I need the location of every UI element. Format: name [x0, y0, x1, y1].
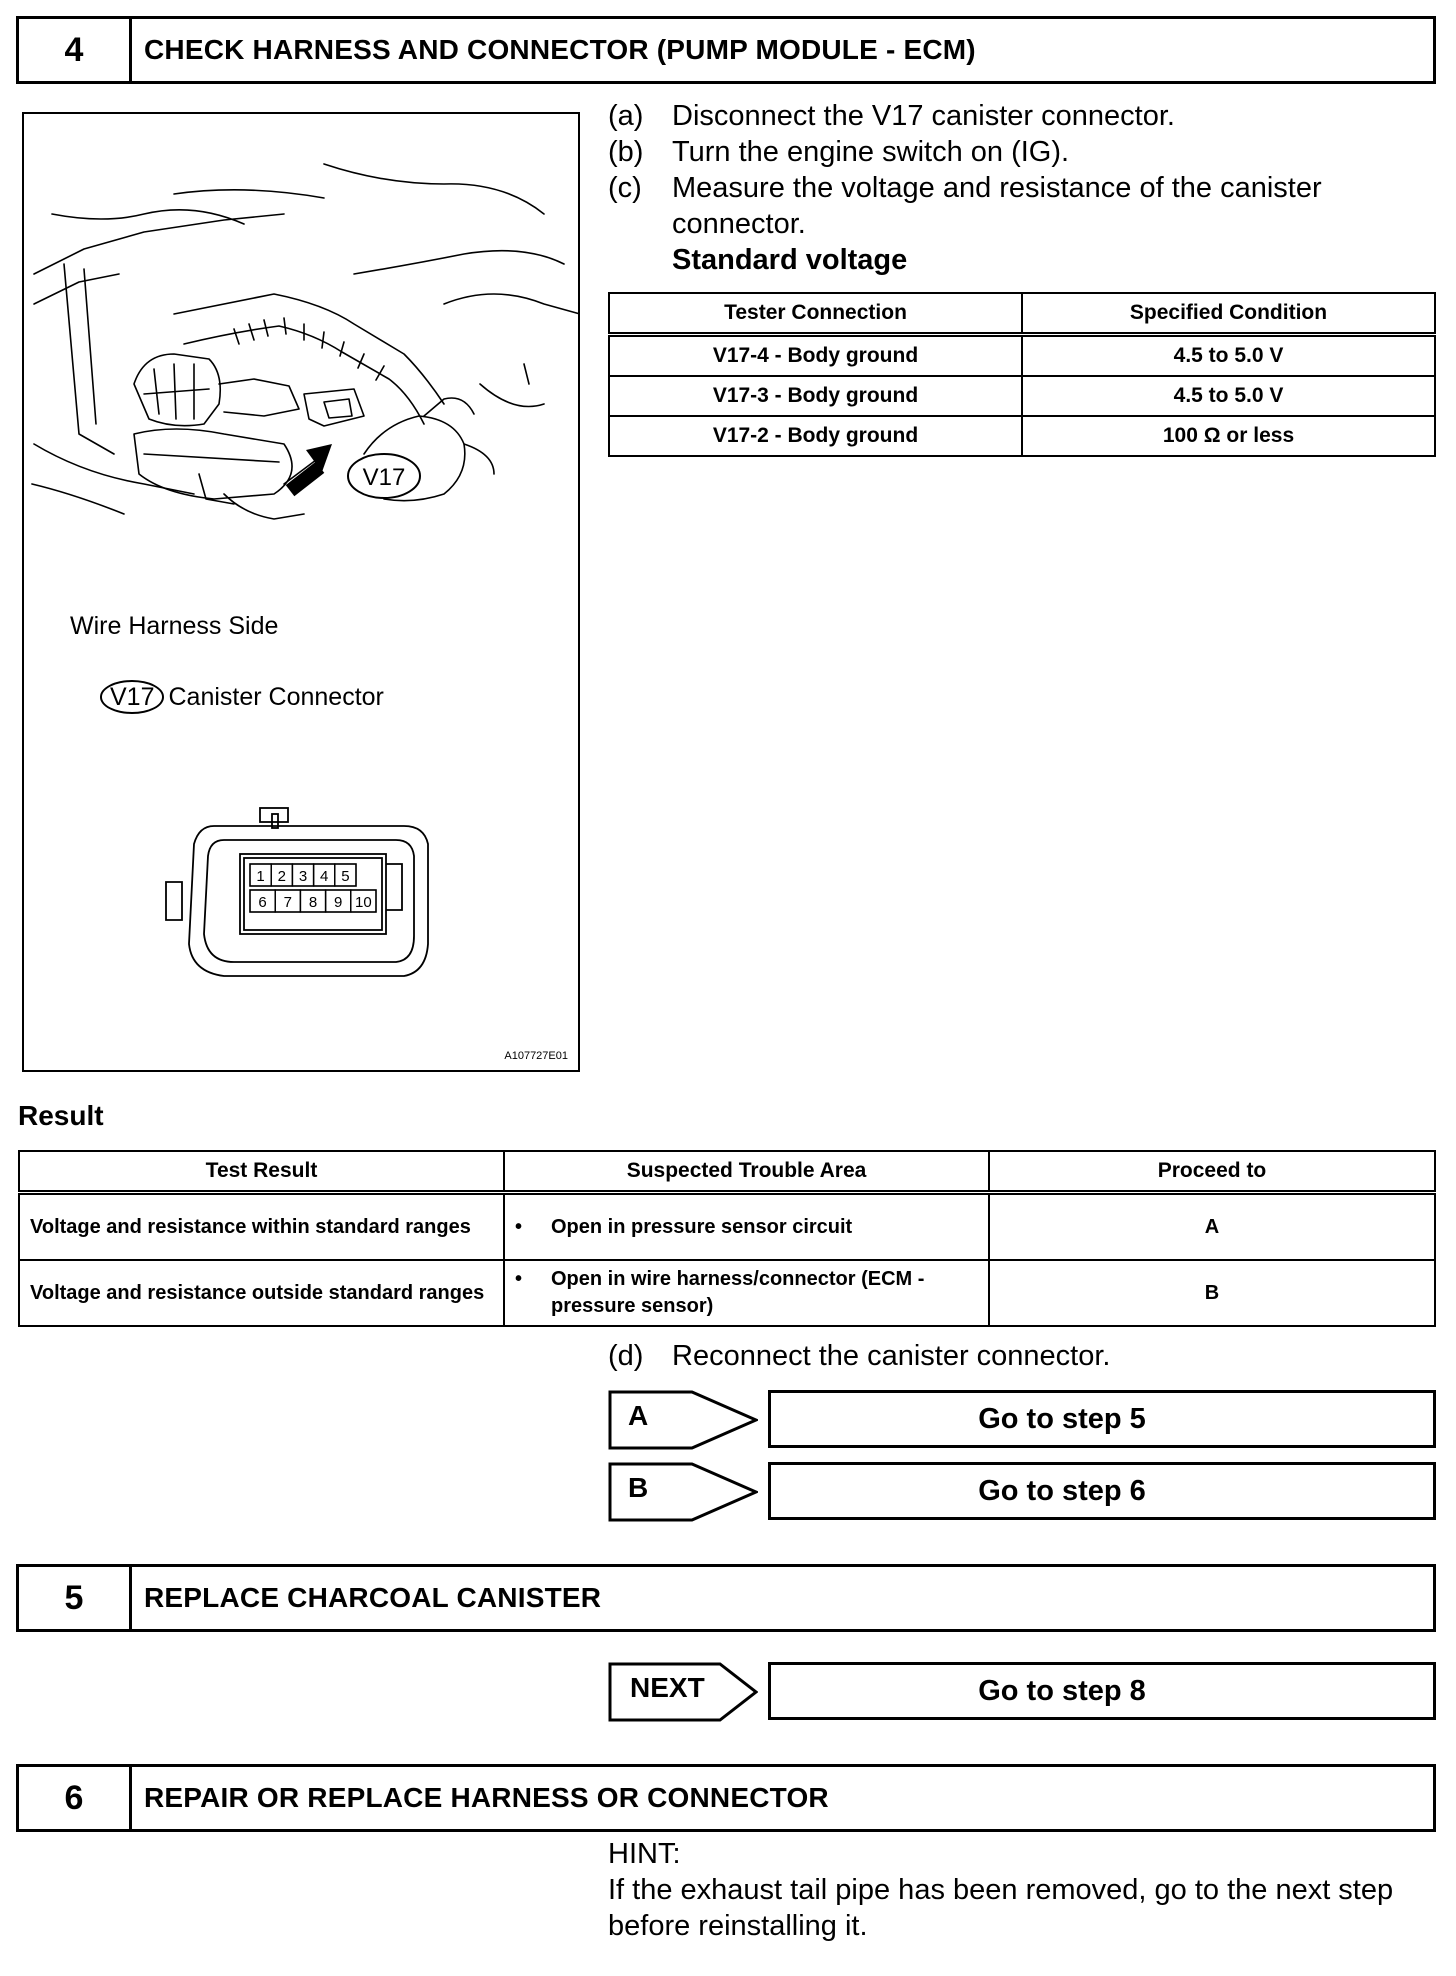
result-table: [18, 1150, 1436, 1327]
goto-b-row[interactable]: [608, 1462, 1438, 1524]
pin-number: 9: [334, 894, 343, 911]
trouble-area-cell: • Open in wire harness/connector (ECM - pressure sensor): [504, 1260, 989, 1326]
column-header: Specified Condition: [1022, 293, 1435, 335]
proceed-cell: B: [989, 1260, 1435, 1326]
connector-pinout-diagram: [24, 804, 580, 1004]
column-header: Suspected Trouble Area: [504, 1151, 989, 1193]
column-header: Test Result: [19, 1151, 504, 1193]
table-header-row: [19, 1151, 1435, 1193]
instruction-list: [608, 98, 1428, 278]
table-row: [609, 335, 1435, 377]
pin-number: 4: [320, 868, 329, 885]
connector-label: Canister Connector: [168, 683, 384, 711]
engine-illustration: [24, 154, 580, 574]
pin-number: 2: [277, 868, 286, 885]
goto-step-6-button[interactable]: Go to step 6: [768, 1462, 1436, 1520]
connector-id-badge: V17: [100, 680, 164, 714]
table-header-row: [609, 293, 1435, 335]
step-title: REPAIR OR REPLACE HARNESS OR CONNECTOR: [144, 1782, 829, 1813]
standard-voltage-table: [608, 292, 1436, 457]
pin-number: 5: [341, 868, 350, 885]
table-cell: 4.5 to 5.0 V: [1022, 376, 1435, 416]
hint-block: [608, 1836, 1438, 1944]
step-6-header: [16, 1764, 1436, 1832]
table-row: [609, 416, 1435, 456]
column-header: Tester Connection: [609, 293, 1022, 335]
table-cell: 100 Ω or less: [1022, 416, 1435, 456]
step-5-header: [16, 1564, 1436, 1632]
table-row: [19, 1260, 1435, 1326]
step-number: 5: [19, 1567, 132, 1629]
standard-voltage-heading-row: [608, 242, 1428, 278]
pin-number: 10: [355, 894, 372, 911]
standard-voltage-heading: Standard voltage: [672, 244, 908, 276]
step-4-header: [16, 16, 1436, 84]
instruction-b: (b) Turn the engine switch on (IG).: [608, 136, 1070, 168]
table-cell: V17-3 - Body ground: [609, 376, 1022, 416]
pin-number: 7: [283, 894, 292, 911]
instruction-d: (d) Reconnect the canister connector.: [608, 1340, 1111, 1372]
instruction-a: (a) Disconnect the V17 canister connector.: [608, 100, 1175, 132]
step-number: 6: [19, 1767, 132, 1829]
connector-figure: [22, 112, 580, 1072]
goto-step-5-button[interactable]: Go to step 5: [768, 1390, 1436, 1448]
table-cell: V17-2 - Body ground: [609, 416, 1022, 456]
pin-number: 1: [256, 868, 265, 885]
test-result-cell: Voltage and resistance within standard ranges: [19, 1193, 504, 1261]
step-title: REPLACE CHARCOAL CANISTER: [144, 1582, 602, 1613]
next-row[interactable]: [608, 1662, 1438, 1724]
test-result-cell: Voltage and resistance outside standard ranges: [19, 1260, 504, 1326]
result-heading: Result: [18, 1100, 104, 1131]
hint-text: If the exhaust tail pipe has been removed, go to the next step before reinstalling it.: [608, 1874, 1394, 1942]
pin-number: 6: [258, 894, 267, 911]
trouble-area-cell: • Open in pressure sensor circuit: [504, 1193, 989, 1261]
goto-tag: B: [628, 1472, 649, 1503]
goto-a-row[interactable]: [608, 1390, 1438, 1452]
figure-code: A107727E01: [504, 1050, 568, 1062]
table-row: [609, 376, 1435, 416]
table-row: [19, 1193, 1435, 1261]
hint-label: HINT:: [608, 1838, 681, 1870]
next-tag: NEXT: [630, 1672, 705, 1703]
callout-label: V17: [362, 464, 406, 491]
pin-number: 8: [308, 894, 318, 911]
table-cell: 4.5 to 5.0 V: [1022, 335, 1435, 377]
step-title: CHECK HARNESS AND CONNECTOR (PUMP MODULE - ECM): [144, 34, 976, 65]
column-header: Proceed to: [989, 1151, 1435, 1193]
goto-step-8-button[interactable]: Go to step 8: [768, 1662, 1436, 1720]
connector-caption: [100, 680, 384, 714]
goto-tag: A: [628, 1400, 649, 1431]
pin-number: 3: [298, 868, 308, 885]
instruction-c: (c) Measure the voltage and resistance of the canister connector.: [608, 172, 1322, 240]
proceed-cell: A: [989, 1193, 1435, 1261]
table-cell: V17-4 - Body ground: [609, 335, 1022, 377]
wire-harness-side-label: Wire Harness Side: [70, 612, 279, 640]
step-number: 4: [19, 19, 132, 81]
